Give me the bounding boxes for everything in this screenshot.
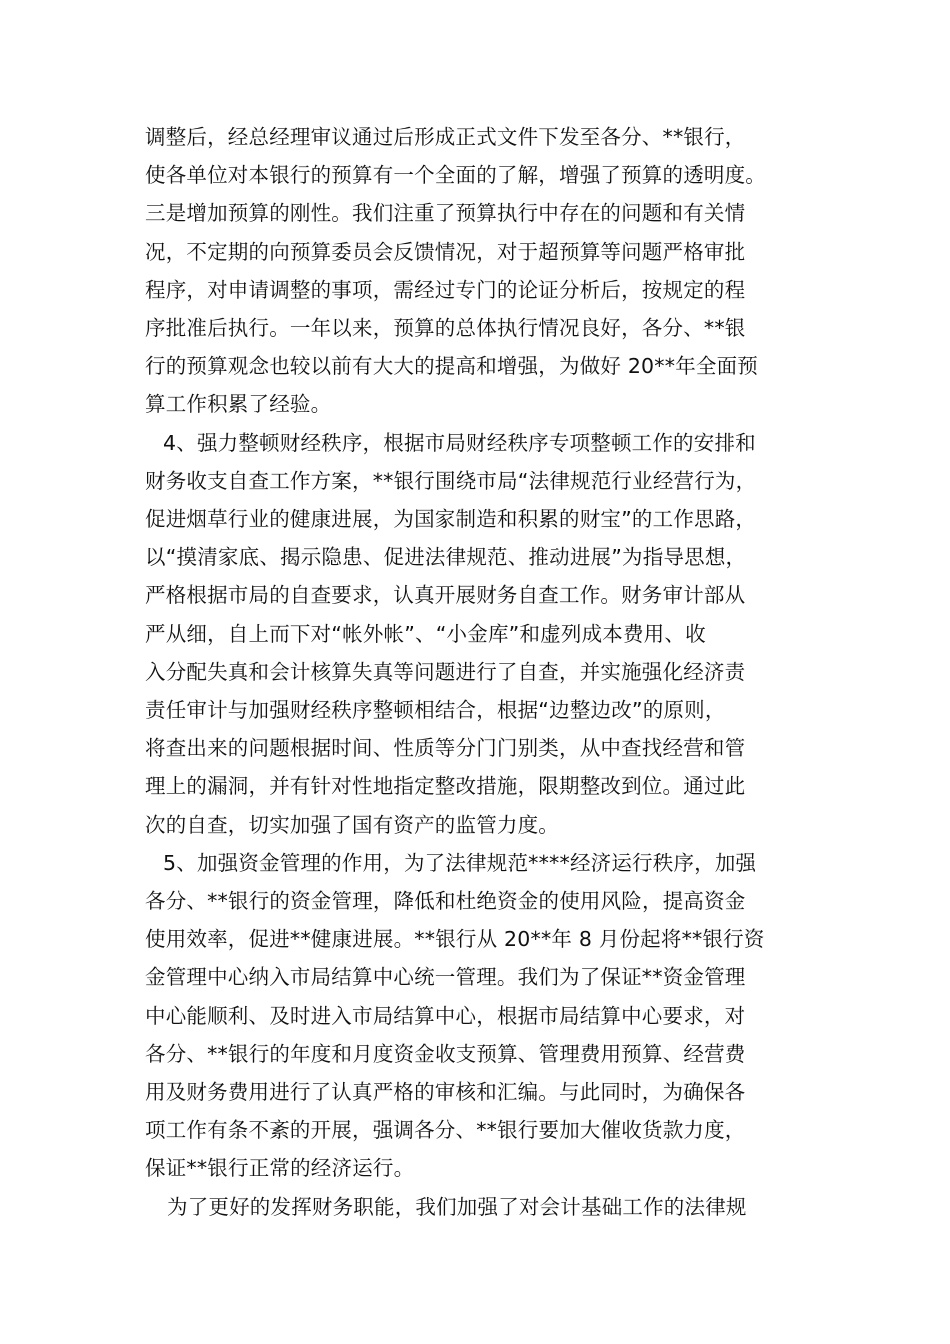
text-line: 将查出来的问题根据时间、性质等分门门别类，从中查找经营和管 — [145, 736, 746, 761]
text-line: 次的自查，切实加强了国有资产的监管力度。 — [145, 812, 559, 837]
text-line: 责任审计与加强财经秩序整顿相结合，根据“边整边改”的原则， — [145, 698, 726, 723]
paragraph-continuation — [145, 118, 805, 424]
text-line: 中心能顺利、及时进入市局结算中心，根据市局结算中心要求，对 — [145, 1003, 746, 1028]
text-line: 使用效率，促进**健康进展。**银行从 20**年 8 月份起将**银行资 — [145, 927, 765, 952]
text-line: 三是增加预算的刚性。我们注重了预算执行中存在的问题和有关情 — [145, 201, 746, 226]
paragraph-closing — [145, 1188, 805, 1226]
text-line: 严从细，自上而下对“帐外帐”、“小金库”和虚列成本费用、收 — [145, 621, 706, 646]
text-line: 理上的漏洞，并有针对性地指定整改措施，限期整改到位。通过此 — [145, 774, 746, 799]
text-line: 金管理中心纳入市局结算中心统一管理。我们为了保证**资金管理 — [145, 965, 746, 990]
text-line: 为了更好的发挥财务职能，我们加强了对会计基础工作的法律规 — [167, 1194, 747, 1219]
document-body — [145, 118, 805, 1226]
paragraph-item-5 — [145, 844, 805, 1188]
text-line: 入分配失真和会计核算失真等问题进行了自查，并实施强化经济责 — [145, 659, 746, 684]
text-line: 4、强力整顿财经秩序，根据市局财经秩序专项整顿工作的安排和 — [163, 430, 756, 455]
text-line: 行的预算观念也较以前有大大的提高和增强，为做好 20**年全面预 — [145, 354, 759, 379]
text-line: 以“摸清家底、揭示隐患、促进法律规范、推动进展”为指导思想， — [145, 545, 747, 570]
text-line: 调整后，经总经理审议通过后形成正式文件下发至各分、**银行， — [145, 125, 746, 149]
text-line: 5、加强资金管理的作用，为了法律规范****经济运行秩序，加强 — [163, 850, 757, 875]
paragraph-item-4 — [145, 424, 805, 844]
text-line: 各分、**银行的资金管理，降低和杜绝资金的使用风险，提高资金 — [145, 889, 746, 914]
text-line: 用及财务费用进行了认真严格的审核和汇编。与此同时，为确保各 — [145, 1080, 746, 1105]
text-line: 严格根据市局的自查要求，认真开展财务自查工作。财务审计部从 — [145, 583, 746, 608]
text-line: 使各单位对本银行的预算有一个全面的了解，增强了预算的透明度。 — [145, 163, 766, 188]
text-line: 项工作有条不紊的开展，强调各分、**银行要加大催收货款力度， — [145, 1118, 746, 1143]
text-line: 况，不定期的向预算委员会反馈情况，对于超预算等问题严格审批 — [145, 239, 746, 264]
text-line: 保证**银行正常的经济运行。 — [145, 1156, 415, 1181]
text-line: 程序，对申请调整的事项，需经过专门的论证分析后，按规定的程 — [145, 277, 746, 302]
text-line: 各分、**银行的年度和月度资金收支预算、管理费用预算、经营费 — [145, 1041, 746, 1066]
text-line: 促进烟草行业的健康进展，为国家制造和积累的财宝”的工作思路， — [145, 507, 757, 532]
text-line: 序批准后执行。一年以来，预算的总体执行情况良好，各分、**银 — [145, 316, 746, 341]
text-line: 算工作积累了经验。 — [145, 392, 332, 417]
text-line: 财务收支自查工作方案，**银行围绕市局“法律规范行业经营行为， — [145, 468, 757, 493]
